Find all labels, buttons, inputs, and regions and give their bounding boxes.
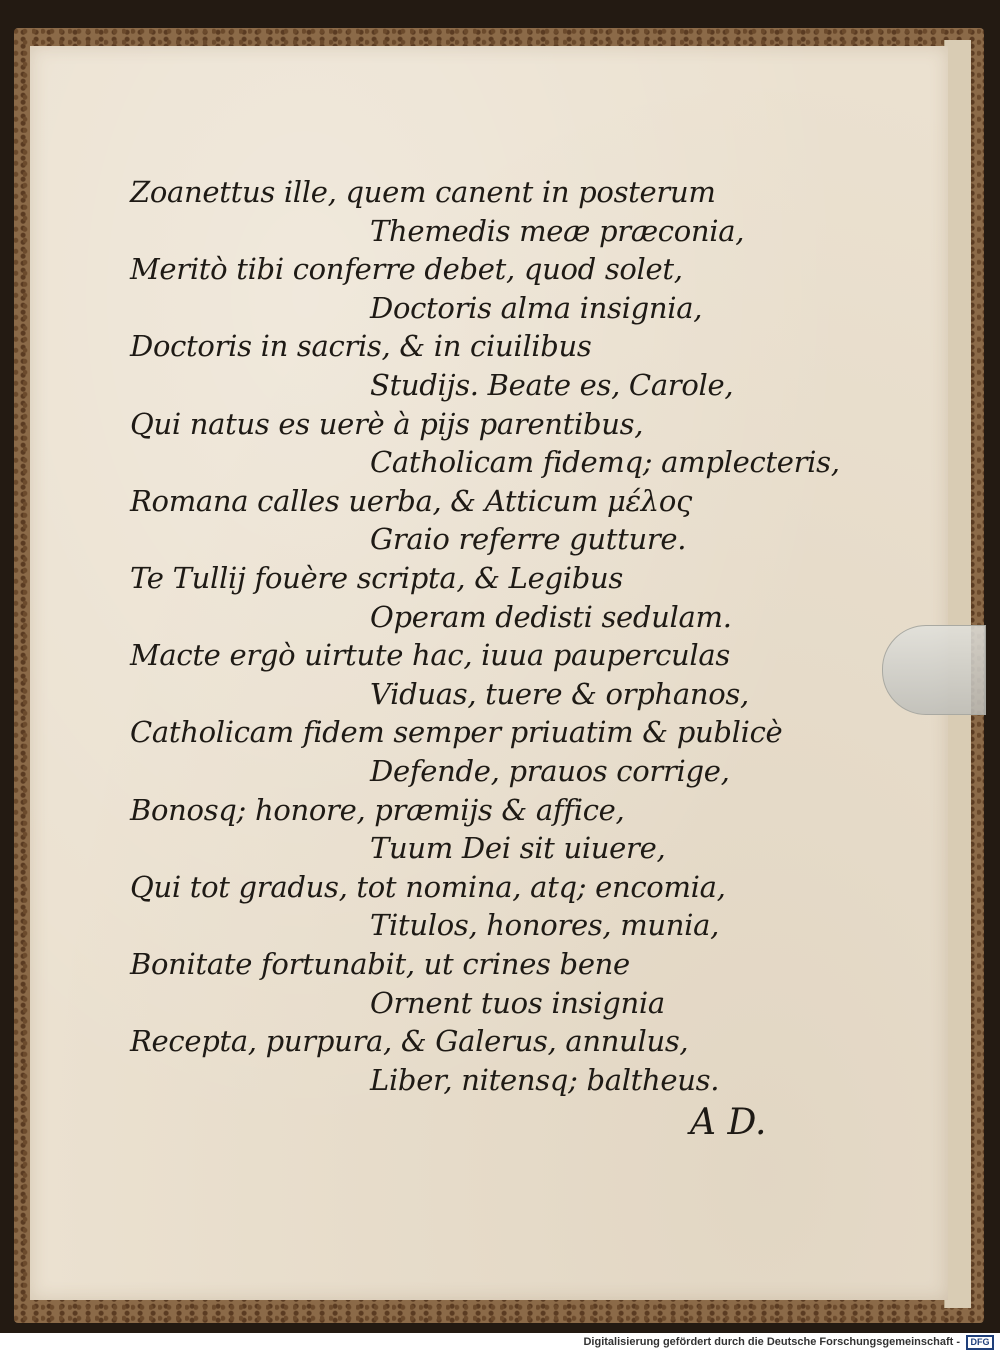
verse-line: Qui tot gradus, tot nomina, atq; encomia, — [130, 869, 726, 904]
verse-line: Zoanettus ille, quem canent in posterum — [130, 175, 716, 209]
verse-line: Recepta, purpura, & Galerus, annulus, — [130, 1024, 689, 1059]
verse-line: Bonitate fortunabit, ut crines bene — [130, 947, 630, 981]
verse-line: Qui natus es uerè à pijs parentibus, — [130, 406, 644, 441]
signature-initials: A D. — [690, 1102, 767, 1143]
verse-line-indented: Doctoris alma insignia, — [370, 290, 703, 325]
verse-line-indented: Ornent tuos insignia — [370, 985, 665, 1020]
book-page — [30, 46, 948, 1300]
verse-line: Macte ergò uirtute hac, iuua pauperculas — [130, 638, 730, 673]
verse-line-indented: Titulos, honores, munia, — [370, 908, 720, 943]
verse-line-indented: Tuum Dei sit uiuere, — [370, 831, 666, 866]
page-clip — [882, 625, 986, 715]
footer-bar — [0, 1333, 1000, 1353]
verse-line-indented: Operam dedisti sedulam. — [370, 599, 732, 634]
verse-line-indented: Defende, prauos corrige, — [370, 754, 730, 788]
verse-line: Te Tullij fouère scripta, & Legibus — [130, 561, 623, 595]
verse-line-indented: Themedis meæ præconia, — [370, 213, 745, 248]
verse-line: Meritò tibi conferre debet, quod solet, — [130, 252, 683, 287]
verse-line: Romana calles uerba, & Atticum μέλος — [130, 483, 692, 518]
verse-line: Catholicam fidem semper priuatim & publicè — [130, 715, 783, 750]
funding-notice: Digitalisierung gefördert durch die Deutsche Forschungsgemeinschaft - — [583, 1336, 960, 1348]
verse-line-indented: Catholicam fidemq; amplecteris, — [370, 445, 840, 480]
verse-line-indented: Liber, nitensq; baltheus. — [370, 1062, 720, 1097]
dfg-logo: DFG — [966, 1335, 994, 1350]
verse-line-indented: Graio referre gutture. — [370, 522, 687, 557]
verse-line: Doctoris in sacris, & in ciuilibus — [130, 329, 592, 364]
verse-line-indented: Viduas, tuere & orphanos, — [370, 676, 749, 711]
verse-line: Bonosq; honore, præmijs & affice, — [130, 792, 625, 827]
verse-line-indented: Studijs. Beate es, Carole, — [370, 368, 734, 402]
